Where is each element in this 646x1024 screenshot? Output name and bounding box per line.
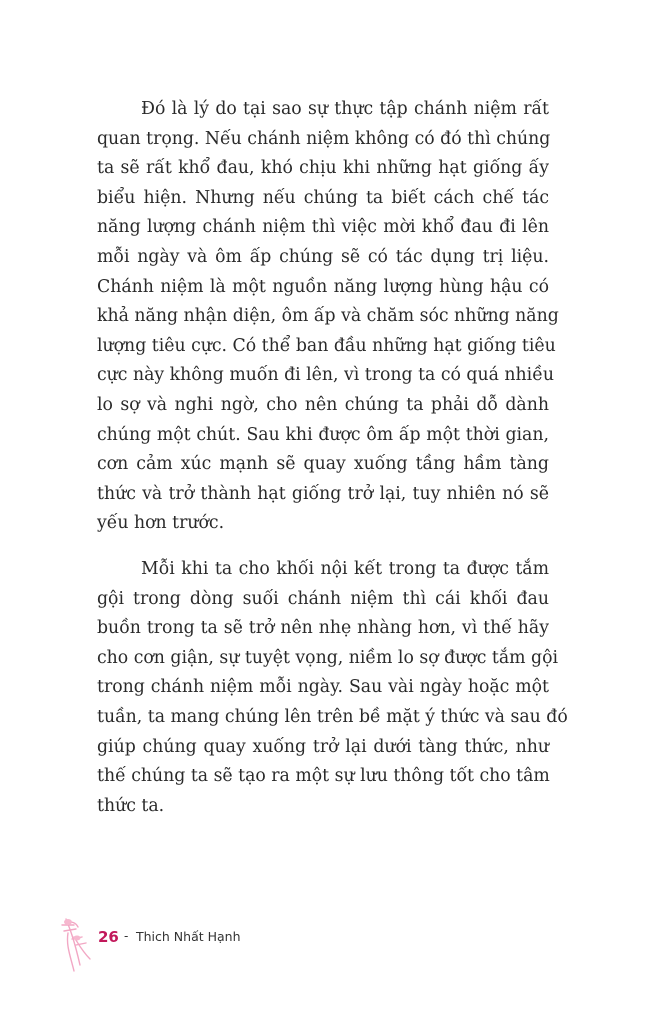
text-line: Đó là lý do tại sao sự thực tập chánh niệm rất xyxy=(141,99,549,119)
text-line: yếu hơn trước. xyxy=(97,513,225,534)
paragraph-2 xyxy=(97,555,568,821)
footer-separator: - xyxy=(124,929,129,943)
text-line: trong chánh niệm mỗi ngày. Sau vài ngày hoặc một xyxy=(97,677,549,698)
author-name: Thich Nhất Hạnh xyxy=(136,929,241,944)
pink-fish-ornament-icon xyxy=(60,915,100,975)
text-line: thế chúng ta sẽ tạo ra một sự lưu thông tốt cho tâm xyxy=(97,766,550,787)
text-line: tuần, ta mang chúng lên trên bề mặt ý thức và sau đó xyxy=(97,706,568,727)
text-line: năng lượng chánh niệm thì việc mời khổ đau đi lên xyxy=(97,217,549,238)
text-line: thức ta. xyxy=(97,795,165,816)
text-line: mỗi ngày và ôm ấp chúng sẽ có tác dụng trị liệu. xyxy=(97,246,549,267)
text-line: ta sẽ rất khổ đau, khó chịu khi những hạt giống ấy xyxy=(97,158,549,179)
paragraph-1 xyxy=(97,95,559,539)
text-line: biểu hiện. Nhưng nếu chúng ta biết cách chế tác xyxy=(97,187,549,208)
text-line: cơn cảm xúc mạnh sẽ quay xuống tầng hầm tàng xyxy=(97,454,549,475)
text-line: buồn trong ta sẽ trở nên nhẹ nhàng hơn, vì thế hãy xyxy=(97,618,549,639)
text-line: lo sợ và nghi ngờ, cho nên chúng ta phải dỗ dành xyxy=(97,394,549,415)
text-line: Mỗi khi ta cho khối nội kết trong ta được tắm xyxy=(141,559,549,579)
text-line: thức và trở thành hạt giống trở lại, tuy nhiên nó sẽ xyxy=(97,483,549,504)
text-line: chúng một chút. Sau khi được ôm ấp một thời gian, xyxy=(97,424,549,445)
text-line: Chánh niệm là một nguồn năng lượng hùng hậu có xyxy=(97,276,549,297)
text-line: lượng tiêu cực. Có thể ban đầu những hạt giống tiêu xyxy=(97,335,556,356)
text-line: giúp chúng quay xuống trở lại dưới tàng thức, như xyxy=(97,736,549,757)
text-line: khả năng nhận diện, ôm ấp và chăm sóc những năng xyxy=(97,306,559,327)
text-line: cực này không muốn đi lên, vì trong ta có quá nhiều xyxy=(97,365,554,386)
page-number: 26 xyxy=(98,928,119,946)
text-line: quan trọng. Nếu chánh niệm không có đó thì chúng xyxy=(97,128,551,149)
page-footer xyxy=(60,915,320,975)
text-line: cho cơn giận, sự tuyệt vọng, niềm lo sợ được tắm gội xyxy=(97,647,559,668)
text-line: gội trong dòng suối chánh niệm thì cái khối đau xyxy=(97,588,549,609)
